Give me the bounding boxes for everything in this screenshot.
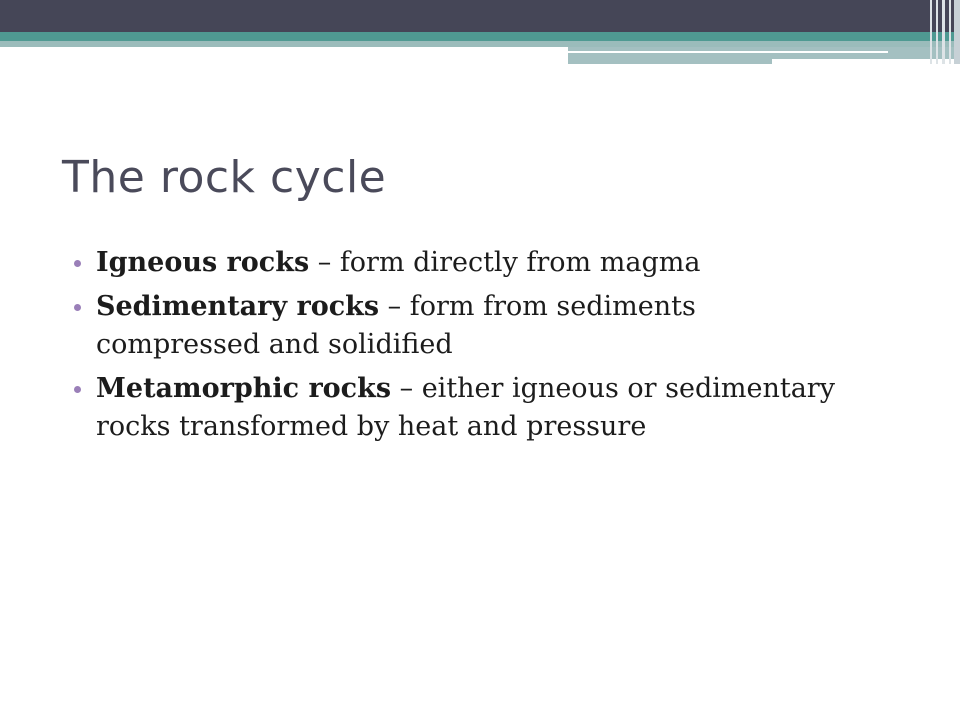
bullet-term: Metamorphic rocks (96, 373, 392, 404)
bullet-term: Igneous rocks (96, 247, 310, 278)
bullet-dot-icon (74, 386, 81, 393)
bullet-separator: – (309, 247, 340, 278)
bullet-text: form directly from magma (339, 247, 701, 278)
bullet-item-sedimentary (72, 288, 852, 364)
header-right-stripes (930, 0, 960, 64)
bullet-list (72, 244, 852, 452)
bullet-text: either igneous or sedimentary rocks transformed by heat and pressure (96, 373, 835, 442)
header-band-teal (0, 32, 960, 41)
header-band-dark (0, 0, 960, 32)
slide-title: The rock cycle (62, 152, 387, 203)
bullet-dot-icon (74, 260, 81, 267)
bullet-dot-icon (74, 304, 81, 311)
bullet-separator: – (391, 373, 422, 404)
header-thin-line (568, 51, 888, 53)
bullet-item-metamorphic (72, 370, 852, 446)
bullet-term: Sedimentary rocks (96, 291, 380, 322)
bullet-item-igneous (72, 244, 852, 282)
bullet-separator: – (379, 291, 410, 322)
bullet-text: form from sediments compressed and solidified (96, 291, 696, 360)
